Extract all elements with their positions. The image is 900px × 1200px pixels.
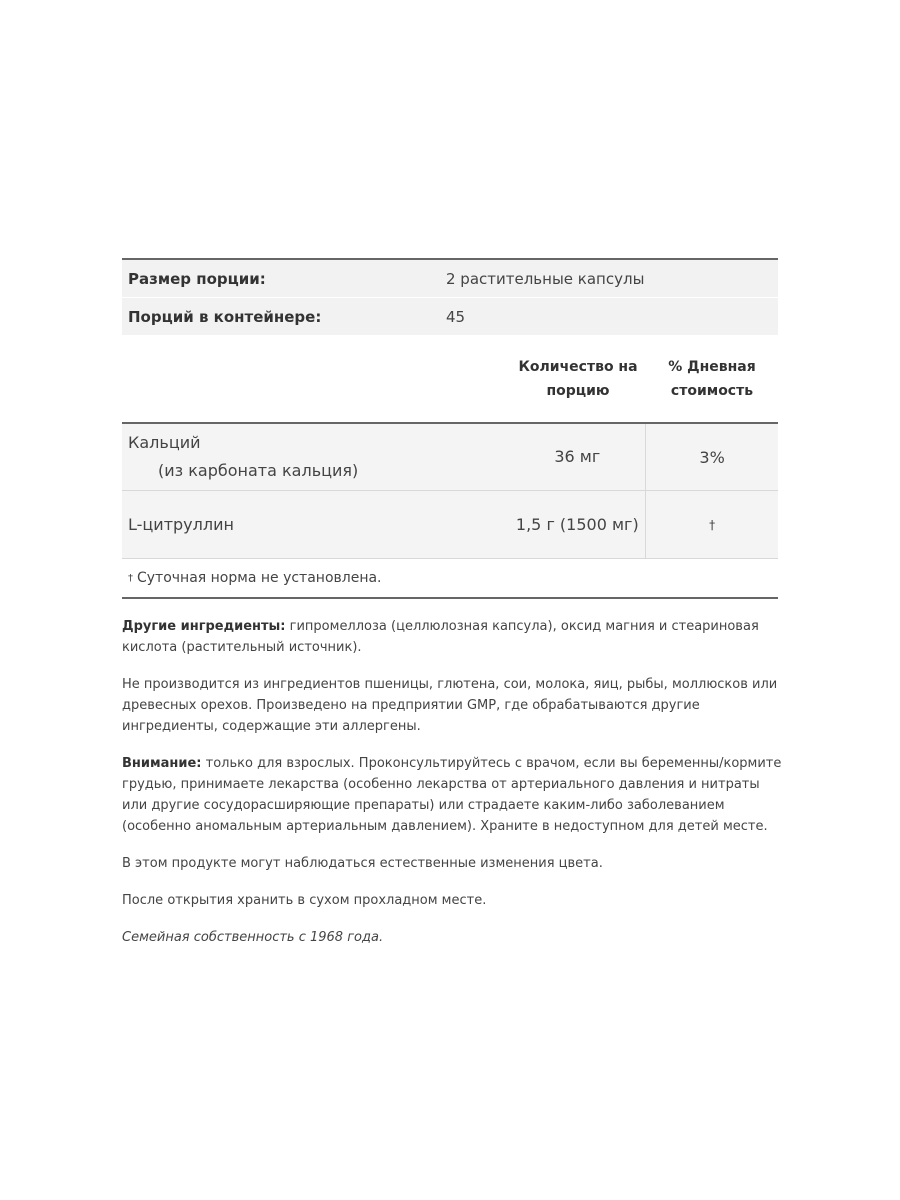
servings-per-container-value: 45 — [446, 307, 466, 326]
color-note: В этом продукте могут наблюдаться естественные изменения цвета. — [122, 856, 603, 871]
nutrient-source: (из карбоната кальция) — [158, 461, 359, 480]
table-row — [122, 424, 778, 491]
product-notes — [122, 616, 782, 964]
warning — [122, 753, 782, 837]
allergen-statement: Не производится из ингредиентов пшеницы, глютена, сои, молока, яиц, рыбы, моллюсков или древесных орехов. Произведено на предприятии GMP, где обрабатываются другие ингредиенты, содержащие эти аллергены. — [122, 677, 778, 734]
serving-info — [122, 258, 778, 336]
warning-text: только для взрослых. Проконсультируйтесь с врачом, если вы беременны/кормите грудью, принимаете лекарства (особенно лекарства от артериального давления и нитраты или другие сосудорасширяющие препараты) или страдаете каким-либо заболеванием (особенно аномальным артериальным давлением). Храните в недоступном для детей месте. — [122, 756, 782, 834]
nutrient-daily-value: † — [645, 491, 778, 558]
servings-per-container-label: Порций в контейнере: — [128, 307, 322, 326]
nutrient-name: L-цитруллин — [128, 514, 234, 534]
serving-size-row — [122, 260, 778, 298]
nutrient-name: Кальций — [128, 433, 201, 452]
supplement-facts-panel — [122, 258, 778, 599]
nutrient-amount: 1,5 г (1500 мг) — [515, 514, 639, 534]
dagger-mark: † — [128, 572, 133, 584]
serving-size-label: Размер порции: — [128, 269, 266, 288]
other-ingredients — [122, 616, 782, 658]
table-header — [122, 336, 778, 424]
other-ingredients-label: Другие ингредиенты: — [122, 619, 286, 634]
nutrient-daily-value: 3% — [645, 424, 778, 490]
servings-per-container-row — [122, 298, 778, 336]
serving-size-value: 2 растительные капсулы — [446, 269, 645, 288]
table-footnote — [122, 559, 778, 599]
family-owned-note: Семейная собственность с 1968 года. — [122, 930, 384, 945]
footnote-text: Суточная норма не установлена. — [137, 570, 382, 586]
header-daily-value: % Дневная стоимость — [668, 359, 756, 399]
warning-label: Внимание: — [122, 756, 202, 771]
storage-note: После открытия хранить в сухом прохладном месте. — [122, 893, 487, 908]
header-amount: Количество на порцию — [518, 359, 638, 399]
table-row — [122, 491, 778, 559]
nutrient-amount: 36 мг — [554, 447, 601, 466]
other-ingredients-text: гипромеллоза (целлюлозная капсула), оксид магния и стеариновая кислота (растительный источник). — [122, 619, 759, 655]
